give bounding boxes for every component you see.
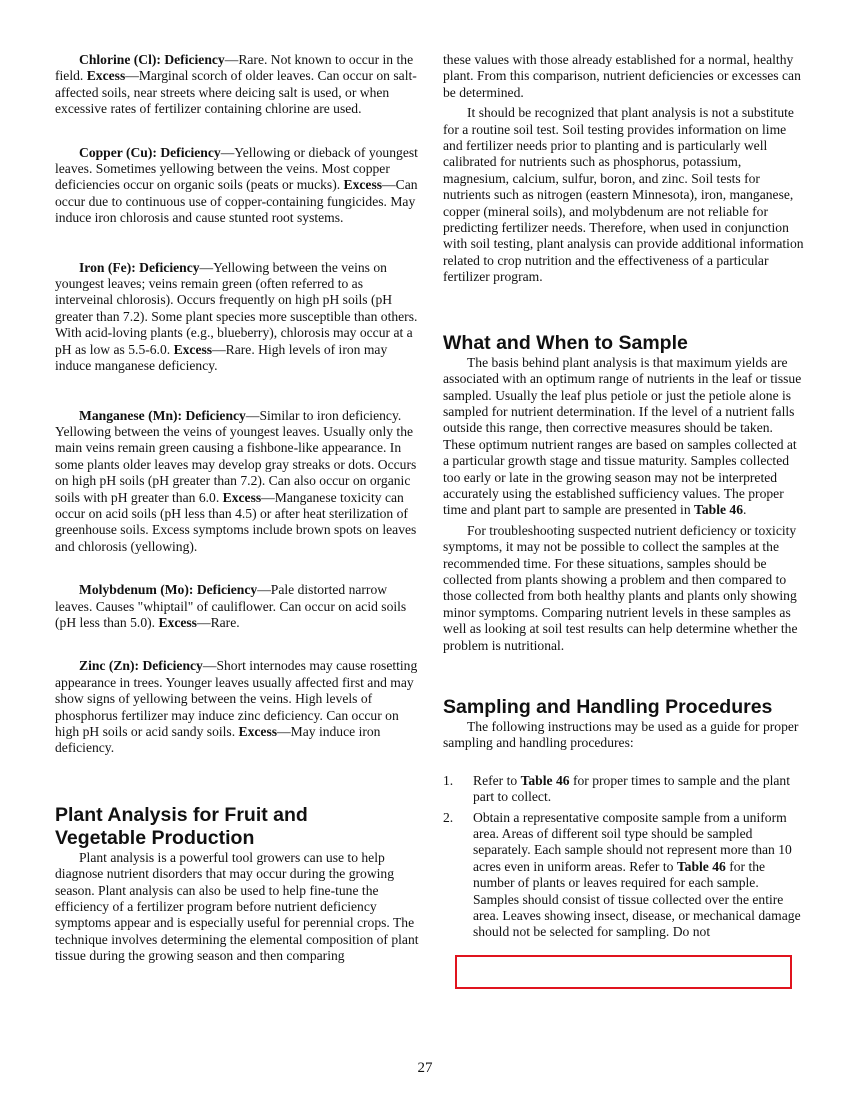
- deficiency-label: Deficiency: [196, 582, 258, 598]
- nutrient-name: Manganese (Mn):: [79, 407, 186, 423]
- excess-label: Excess: [158, 614, 197, 630]
- deficiency-label: Deficiency: [160, 144, 221, 160]
- nutrient-name: Copper (Cu):: [79, 144, 161, 160]
- deficiency-text: —Yellowing between the veins on youngest leaves; veins remain green (often referred to as interveinal chlorosis). Occurs frequently on high pH soils (pH greater than 7.2). Some plant species more susceptible than others. With acid-loving plants (e.g., blueberry), chlorosis may occur at a pH as low as 5.5-6.0.: [55, 259, 418, 357]
- chlorine-paragraph: [55, 52, 420, 118]
- nutrient-name: Zinc (Zn):: [79, 658, 143, 674]
- deficiency-label: Deficiency: [185, 407, 246, 423]
- nutrient-name: Iron (Fe):: [79, 259, 140, 275]
- what-when-heading: What and When to Sample: [443, 331, 688, 354]
- plant-analysis-heading: Plant Analysis for Fruit and Vegetable Production: [55, 803, 308, 849]
- nutrient-name: Chlorine (Cl):: [79, 52, 165, 67]
- continued-paragraph: these values with those already established for a normal, healthy plant. From this comparison, nutrient deficiencies or excesses can be determined.: [443, 52, 801, 100]
- sampling-intro: The following instructions may be used as a guide for proper sampling and handling procedures:: [443, 719, 799, 751]
- list-text: Obtain a representative composite sample from a uniform area. Areas of different soil type should be sampled separately. Each sample should not represent more than 10 acres even in uniform areas. Refer to: [473, 809, 792, 874]
- molybdenum-paragraph: [55, 582, 420, 631]
- zinc-paragraph: [55, 658, 420, 756]
- deficiency-text: —Rare. Not known to occur in the field.: [55, 52, 414, 84]
- list-item: [443, 773, 805, 806]
- table-reference: Table 46: [520, 772, 570, 788]
- deficiency-text: —Similar to iron deficiency. Yellowing between the veins of youngest leaves. Usually only the main veins remain green causing a fishbone-like appearance. In some plants older leaves may develop gray streaks or dots. Occurs on high pH soils (pH greater than 7.2). Can also occur on organic soils with pH greater than 6.0.: [55, 407, 417, 505]
- list-number: 2.: [443, 809, 454, 825]
- sampling-heading: Sampling and Handling Procedures: [443, 696, 773, 718]
- nutrient-name: Molybdenum (Mo):: [79, 582, 197, 598]
- what-when-paragraph-1: [443, 355, 805, 519]
- highlight-box: [455, 955, 792, 989]
- table-reference: Table 46: [676, 858, 726, 874]
- deficiency-text: —Yellowing or dieback of youngest leaves. Sometimes yellowing between the veins. Most copper deficiencies occur on organic soils (peats or mucks).: [55, 144, 418, 193]
- plant-analysis-paragraph: Plant analysis is a powerful tool growers can use to help diagnose nutrient disorders that may occur during the growing season. Plant analysis can also be used to help fine-tune the efficiency of a fertilizer program before nutrient deficiency symptoms appear and is especially useful for perennial crops. The technique involves determining the elemental composition of plant tissue during the growing season and then comparing: [55, 849, 419, 964]
- page-number: 27: [417, 1060, 433, 1076]
- copper-paragraph: [55, 145, 420, 227]
- right-column: [443, 52, 805, 941]
- soil-test-paragraph: It should be recognized that plant analysis is not a substitute for a routine soil test. Soil testing provides information on lime and fertilizer needs prior to planting and is particularly well calibrated for nutrients such as phosphorus, potassium, magnesium, calcium, sulfur, boron, and zinc. Soil tests for nutrients such as nitrogen (eastern Minnesota), iron, manganese, copper (mineral soils), and molybdenum are not reliable for predicting fertilizer needs. Therefore, when used in conjunction with soil testing, plant analysis can provide additional information related to crop nutrition and the effectiveness of a particular fertilizer program.: [443, 105, 804, 285]
- excess-text: —Rare.: [196, 614, 240, 630]
- deficiency-label: Deficiency: [139, 259, 200, 275]
- what-when-text: The basis behind plant analysis is that maximum yields are associated with an optimum range of nutrients in the leaf or tissue sampled. Usually the leaf plus petiole or just the petiole alone is sampled for nutrient determination. If the level of a nutrient falls outside this range, then corrective measures should be taken. These optimum nutrient ranges are based on samples collected at a particular growth stage and tissue maturity. Samples collected too early or late in the growing season may not be interpreted accurately using the established sufficiency values. The proper time and plant part to sample are presented in: [443, 354, 802, 518]
- excess-text: —Can occur due to continuous use of copper-containing fungicides. May induce iron chlorosis and cause stunted root systems.: [55, 177, 418, 226]
- excess-text: —Rare. High levels of iron may induce manganese deficiency.: [55, 341, 388, 374]
- sampling-list: [443, 773, 805, 941]
- deficiency-label: Deficiency: [164, 52, 225, 67]
- excess-text: —May induce iron deficiency.: [55, 724, 381, 756]
- what-when-paragraph-2: For troubleshooting suspected nutrient deficiency or toxicity symptoms, it may not be possible to collect the samples at the recommended time. For these situations, samples should be collected from plants showing a problem and then compared to those collected from both healthy plants and plants only showing minor symptoms. Comparing nutrient levels in these samples as well as looking at soil test results can help determine whether the problem is nutritional.: [443, 522, 798, 653]
- excess-label: Excess: [222, 489, 262, 505]
- list-item: [443, 810, 805, 941]
- left-column: [55, 52, 420, 965]
- list-text: for proper times to sample and the plant part to collect.: [473, 772, 791, 805]
- excess-label: Excess: [173, 341, 213, 357]
- list-number: 1.: [443, 772, 454, 788]
- list-text: Refer to: [473, 772, 521, 788]
- table-reference: Table 46: [694, 502, 744, 518]
- deficiency-label: Deficiency: [142, 658, 203, 674]
- deficiency-text: —Pale distorted narrow leaves. Causes "whiptail" of cauliflower. Can occur on acid soils (pH less than 5.0).: [55, 582, 407, 630]
- excess-label: Excess: [86, 68, 126, 84]
- list-text: for the number of plants or leaves required for each sample. Samples should consist of tissue collected over the entire area. Leaves showing insect, disease, or mechanical damage should not be selected for sampling. Do not: [473, 858, 801, 940]
- what-when-text-end: .: [743, 502, 747, 518]
- excess-text: —Manganese toxicity can occur on acid soils (pH less than 4.5) or after heat sterilization of greenhouse soils. Excess symptoms include brown spots on leaves and chlorosis (yellowing).: [55, 489, 417, 554]
- deficiency-text: —Short internodes may cause rosetting appearance in trees. Younger leaves usually affected first and may show signs of yellowing between the veins. High levels of phosphorus fertilizer may induce zinc deficiency. Can occur on high pH soils or acid sandy soils.: [55, 658, 418, 739]
- excess-label: Excess: [343, 177, 383, 193]
- excess-label: Excess: [238, 724, 278, 739]
- iron-paragraph: [55, 260, 420, 375]
- manganese-paragraph: [55, 408, 420, 556]
- excess-text: —Marginal scorch of older leaves. Can occur on salt-affected soils, near streets where deicing salt is used, or when excessive rates of fertilizer containing chlorine are used.: [55, 68, 417, 117]
